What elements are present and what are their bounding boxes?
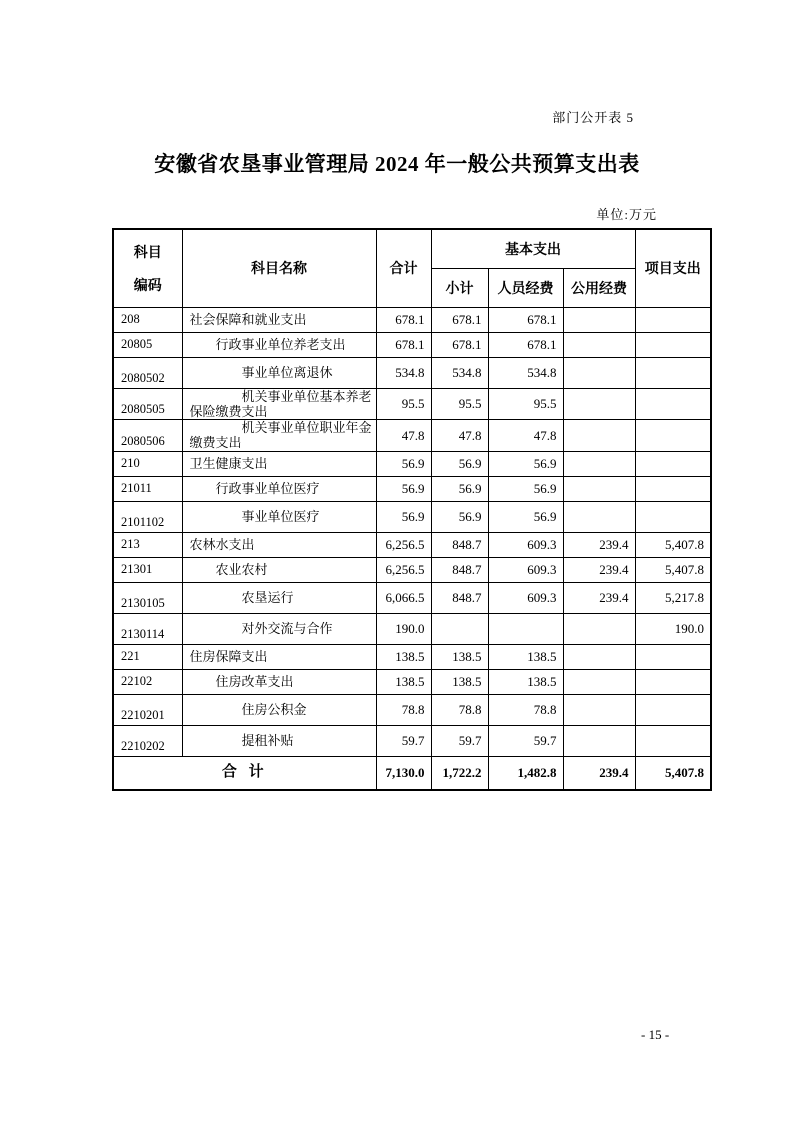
cell-personnel-expense: 47.8 [488,420,563,452]
table-footer [113,756,711,790]
table-row [113,388,711,420]
cell-subject-name: 机关事业单位基本养老保险缴费支出 [182,388,376,420]
cell-subject-code: 2130114 [113,613,182,644]
cell-public-expense: 239.4 [563,532,635,557]
cell-public-expense [563,476,635,501]
cell-total: 678.1 [376,332,431,357]
cell-project-expenditure [635,388,711,420]
table-row [113,501,711,532]
total-row-total: 7,130.0 [376,756,431,790]
cell-subject-name: 农垦运行 [182,582,376,613]
table-row [113,669,711,694]
header-subtotal: 小计 [431,268,488,307]
total-row [113,756,711,790]
cell-total: 6,066.5 [376,582,431,613]
cell-project-expenditure [635,357,711,388]
table-row [113,644,711,669]
cell-total: 138.5 [376,644,431,669]
cell-subject-name: 行政事业单位医疗 [182,476,376,501]
cell-personnel-expense: 678.1 [488,307,563,332]
cell-public-expense [563,451,635,476]
cell-personnel-expense: 138.5 [488,669,563,694]
cell-subtotal: 59.7 [431,725,488,756]
cell-subtotal: 138.5 [431,644,488,669]
cell-subject-name: 社会保障和就业支出 [182,307,376,332]
cell-subtotal: 56.9 [431,476,488,501]
table-row [113,582,711,613]
cell-subtotal: 56.9 [431,451,488,476]
cell-subject-code: 2210202 [113,725,182,756]
cell-total: 95.5 [376,388,431,420]
cell-project-expenditure [635,476,711,501]
cell-public-expense [563,307,635,332]
cell-personnel-expense: 609.3 [488,557,563,582]
cell-subject-name: 住房公积金 [182,694,376,725]
cell-subject-name: 提租补贴 [182,725,376,756]
cell-public-expense [563,669,635,694]
cell-project-expenditure: 5,407.8 [635,557,711,582]
header-subject-code-line1: 科目 [133,245,162,261]
cell-public-expense [563,388,635,420]
cell-total: 6,256.5 [376,532,431,557]
cell-subject-code: 2101102 [113,501,182,532]
cell-project-expenditure: 5,407.8 [635,532,711,557]
table-body [113,307,711,756]
header-subject-code-line2: 编码 [133,278,162,294]
cell-personnel-expense: 95.5 [488,388,563,420]
cell-project-expenditure [635,332,711,357]
cell-subject-code: 221 [113,644,182,669]
cell-project-expenditure [635,307,711,332]
cell-subtotal: 678.1 [431,332,488,357]
table-row [113,357,711,388]
cell-total: 59.7 [376,725,431,756]
cell-subject-name: 农林水支出 [182,532,376,557]
cell-subject-code: 2080506 [113,420,182,452]
cell-total: 678.1 [376,307,431,332]
table-row [113,613,711,644]
cell-subject-name: 住房改革支出 [182,669,376,694]
cell-total: 534.8 [376,357,431,388]
page-number: - 15 - [641,1027,670,1042]
cell-public-expense [563,332,635,357]
cell-personnel-expense: 59.7 [488,725,563,756]
cell-public-expense [563,420,635,452]
cell-subject-code: 2210201 [113,694,182,725]
table-row [113,532,711,557]
cell-subtotal: 78.8 [431,694,488,725]
cell-project-expenditure [635,451,711,476]
header-basic-expenditure: 基本支出 [431,229,635,268]
cell-subtotal: 848.7 [431,582,488,613]
cell-public-expense [563,725,635,756]
cell-public-expense [563,501,635,532]
header-project-expenditure: 项目支出 [635,229,711,307]
cell-personnel-expense: 56.9 [488,451,563,476]
cell-subtotal [431,613,488,644]
cell-subtotal: 95.5 [431,388,488,420]
cell-public-expense: 239.4 [563,582,635,613]
cell-total: 56.9 [376,476,431,501]
cell-subject-name: 住房保障支出 [182,644,376,669]
total-row-personnel: 1,482.8 [488,756,563,790]
cell-public-expense [563,644,635,669]
cell-project-expenditure [635,644,711,669]
cell-subject-name: 行政事业单位养老支出 [182,332,376,357]
cell-project-expenditure: 190.0 [635,613,711,644]
cell-project-expenditure [635,501,711,532]
cell-subject-code: 2080505 [113,388,182,420]
unit-label: 单位:万元 [596,207,657,222]
corner-note: 部门公开表 5 [552,110,634,125]
total-row-public: 239.4 [563,756,635,790]
cell-total: 190.0 [376,613,431,644]
header-public-expense: 公用经费 [563,268,635,307]
cell-total: 138.5 [376,669,431,694]
cell-project-expenditure [635,669,711,694]
cell-total: 47.8 [376,420,431,452]
cell-subject-code: 213 [113,532,182,557]
cell-subtotal: 848.7 [431,532,488,557]
table-row [113,476,711,501]
total-row-label: 合 计 [113,756,376,790]
cell-personnel-expense [488,613,563,644]
cell-personnel-expense: 78.8 [488,694,563,725]
total-row-subtotal: 1,722.2 [431,756,488,790]
cell-personnel-expense: 534.8 [488,357,563,388]
cell-subject-name: 事业单位离退休 [182,357,376,388]
cell-personnel-expense: 609.3 [488,582,563,613]
cell-public-expense [563,357,635,388]
cell-project-expenditure [635,694,711,725]
cell-personnel-expense: 56.9 [488,476,563,501]
cell-subtotal: 138.5 [431,669,488,694]
table-row [113,694,711,725]
table-row [113,420,711,452]
cell-subject-code: 208 [113,307,182,332]
total-row-project: 5,407.8 [635,756,711,790]
budget-table [112,228,712,791]
cell-personnel-expense: 678.1 [488,332,563,357]
cell-subject-code: 210 [113,451,182,476]
cell-total: 56.9 [376,451,431,476]
cell-public-expense: 239.4 [563,557,635,582]
cell-subject-name: 对外交流与合作 [182,613,376,644]
cell-subject-code: 21011 [113,476,182,501]
table-row [113,725,711,756]
cell-total: 78.8 [376,694,431,725]
cell-subject-name: 事业单位医疗 [182,501,376,532]
cell-subject-code: 2130105 [113,582,182,613]
cell-personnel-expense: 138.5 [488,644,563,669]
cell-subtotal: 534.8 [431,357,488,388]
header-row-1 [113,229,711,268]
table-row [113,307,711,332]
cell-subject-code: 22102 [113,669,182,694]
header-subject-name: 科目名称 [182,229,376,307]
header-personnel-expense: 人员经费 [488,268,563,307]
header-subject-code [113,229,182,307]
page-title: 安徽省农垦事业管理局 2024 年一般公共预算支出表 [154,152,640,176]
header-total: 合计 [376,229,431,307]
cell-public-expense [563,694,635,725]
cell-subtotal: 848.7 [431,557,488,582]
cell-subtotal: 56.9 [431,501,488,532]
table-row [113,451,711,476]
cell-project-expenditure [635,725,711,756]
cell-personnel-expense: 609.3 [488,532,563,557]
cell-subject-code: 20805 [113,332,182,357]
cell-subtotal: 678.1 [431,307,488,332]
cell-personnel-expense: 56.9 [488,501,563,532]
cell-total: 6,256.5 [376,557,431,582]
cell-total: 56.9 [376,501,431,532]
table-row [113,332,711,357]
cell-subject-name: 卫生健康支出 [182,451,376,476]
cell-public-expense [563,613,635,644]
cell-subject-code: 2080502 [113,357,182,388]
cell-subject-code: 21301 [113,557,182,582]
cell-subject-name: 农业农村 [182,557,376,582]
table-row [113,557,711,582]
cell-subtotal: 47.8 [431,420,488,452]
cell-project-expenditure: 5,217.8 [635,582,711,613]
cell-subject-name: 机关事业单位职业年金缴费支出 [182,420,376,452]
table-header [113,229,711,307]
cell-project-expenditure [635,420,711,452]
